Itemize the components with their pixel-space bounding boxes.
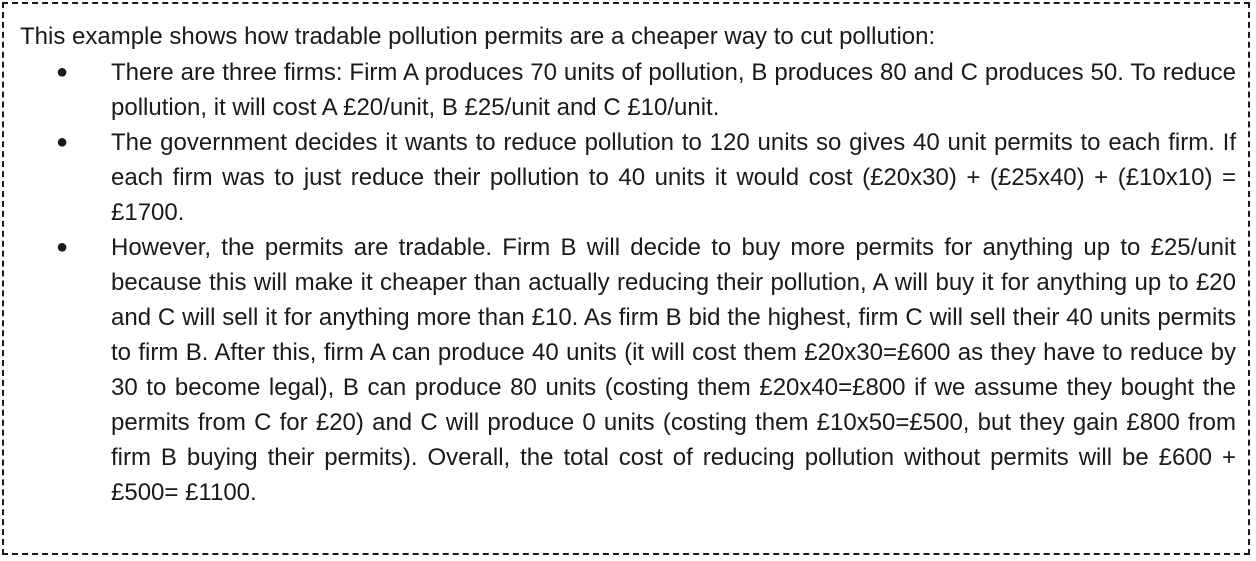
bullet-text-government: The government decides it wants to reduce pollution to 120 units so gives 40 unit permits to each firm. If each firm was to just reduce their pollution to 40 units it would cost (£20x30) + (£25x40) + (£10x10) = £1700. (111, 129, 1236, 226)
bullet-icon: ● (56, 131, 69, 153)
bullet-item-trading (20, 230, 1236, 510)
bullet-list (20, 55, 1236, 510)
bullet-text-trading: However, the permits are tradable. Firm B will decide to buy more permits for anything up to £25/unit because this will make it cheaper than actually reducing their pollution, A will buy it for anything up to £20 and C will sell it for anything more than £10. As firm B bid the highest, firm C will sell their 40 units permits to firm B. After this, firm A can produce 40 units (it will cost them £20x30=£600 as they have to reduce by 30 to become legal), B can produce 80 units (costing them £20x40=£800 if we assume they bought the permits from C for £20) and C will produce 0 units (costing them £10x50=£500, but they gain £800 from firm B buying their permits). Overall, the total cost of reducing pollution without permits will be £600 + £500= £1100. (111, 234, 1236, 506)
bullet-item-firms (20, 55, 1236, 125)
bullet-text-firms: There are three firms: Firm A produces 70 units of pollution, B produces 80 and C produces 50. To reduce pollution, it will cost A £20/unit, B £25/unit and C £10/unit. (111, 59, 1236, 121)
bullet-icon: ● (56, 61, 69, 83)
bullet-item-government (20, 125, 1236, 230)
bullet-icon: ● (56, 236, 69, 258)
intro-text: This example shows how tradable pollution permits are a cheaper way to cut pollution: (20, 23, 936, 50)
